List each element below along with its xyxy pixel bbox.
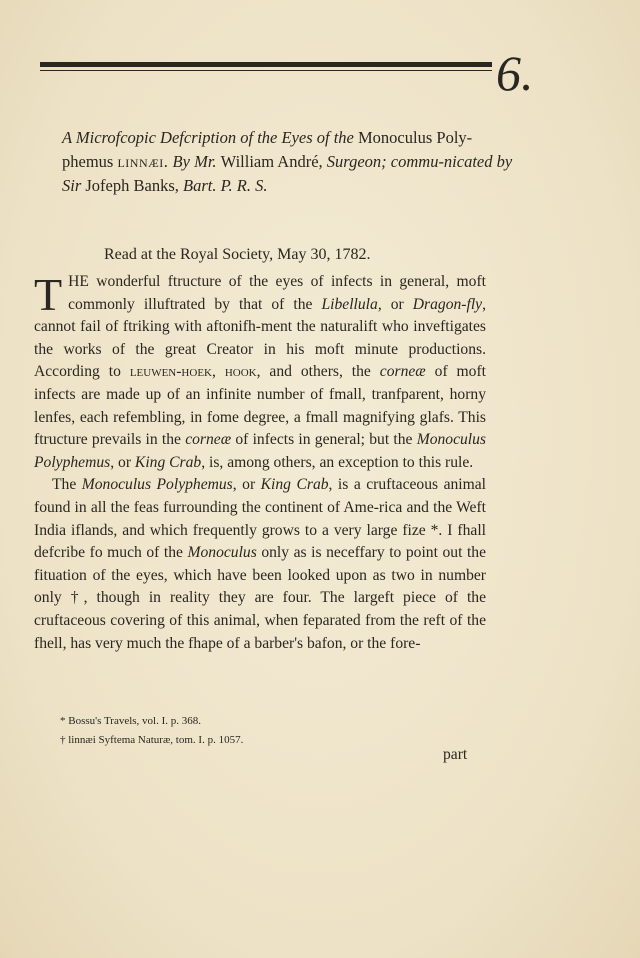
text-run-italic: corneæ [379, 363, 426, 381]
text-run-italic: King Crab [260, 476, 329, 494]
text-run: HE wonderful ftructure of the eyes of infects in general, moft commonly illuftrated by that of the [68, 273, 486, 313]
paragraph [34, 271, 486, 474]
text-run: , and others, the [256, 363, 371, 381]
title-part: linnæi. [117, 152, 169, 171]
text-run: , is a cruftaceous animal found in all the feas furrounding the continent of Ame-rica and the Weft India iflands, and which frequently grows to a very large fize *. I fhall defcribe fo much of the [34, 476, 487, 562]
page-number: 6. [496, 45, 534, 101]
title-part: A Microfcopic Defcription of the Eyes of the [62, 128, 354, 147]
read-date-line: Read at the Royal Society, May 30, 1782. [104, 246, 371, 263]
text-run: of moft infects are made up of an infinite number of fmall, tranfparent, horny lenfes, each refembling, in fome degree, a fmall magnifying glafs. This ftructure prevails in the [34, 363, 487, 449]
text-run-smallcaps: hook [224, 363, 257, 381]
text-run: , is, among others, an exception to this rule. [201, 453, 474, 471]
text-run-italic: King Crab [134, 453, 202, 471]
text-run: , [211, 363, 216, 381]
text-run-italic: Libellula [321, 295, 378, 313]
footnote: † linnæi Syftema Naturæ, tom. I. p. 1057. [60, 734, 244, 746]
article-title [62, 126, 522, 198]
text-run-italic: Monoculus Polyphemus [34, 431, 486, 471]
text-run-italic: Monoculus Polyphemus [81, 476, 233, 494]
text-run-smallcaps: leuwen-hoek [129, 363, 212, 381]
text-run: The [52, 476, 77, 494]
header-rule-thick [40, 62, 492, 67]
text-run-italic: Monoculus [187, 544, 257, 562]
text-run: of infects in general; but the [235, 431, 413, 449]
drop-cap: T [34, 269, 63, 320]
text-run-italic: Dragon-fly [412, 295, 483, 313]
text-run-italic: corneæ [185, 431, 232, 449]
footnote: * Bossu's Travels, vol. I. p. 368. [60, 715, 202, 727]
text-run: , or [110, 453, 132, 471]
paragraph [34, 474, 486, 655]
title-author: William André, [220, 152, 323, 171]
title-part: Surgeon; commu-nicated by Sir [62, 152, 513, 195]
text-run: , or [232, 476, 256, 494]
title-part: Monoculus Poly-phemus [62, 128, 473, 171]
text-run: only as is neceffary to point out the fituation of the eyes, which have been looked upon as two in number only †, though in reality they are four. The largeft piece of the cruftaceous covering of this animal, when feparated from the reft of the fhell, has very much the fhape of a barber's bafon, or the fore- [34, 544, 486, 652]
title-part: By Mr. [172, 152, 217, 171]
title-part: Bart. P. R. S. [183, 176, 268, 195]
header-rule-thin [40, 70, 492, 71]
text-run: , or [377, 295, 404, 313]
title-part: Jofeph Banks, [85, 176, 179, 195]
footnotes [60, 712, 243, 750]
text-run: , cannot fail of ftriking with aftonifh-ment the naturalift who inveftigates the works of the great Creator in his moft minute productions. According to [34, 295, 486, 381]
body-text [34, 271, 486, 655]
catchword: part [443, 746, 468, 763]
